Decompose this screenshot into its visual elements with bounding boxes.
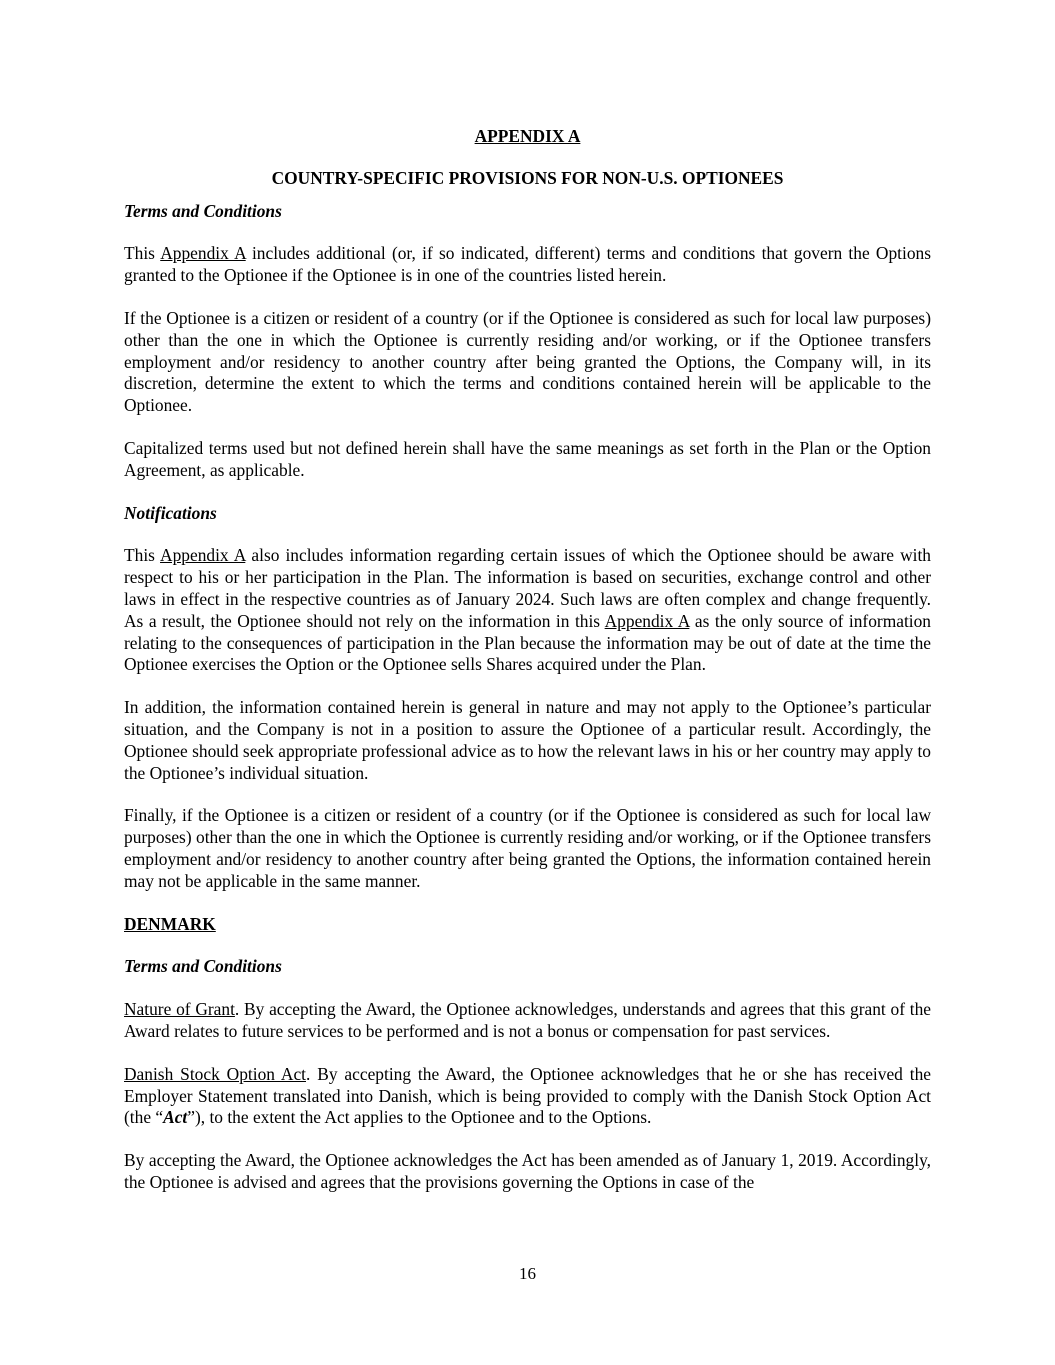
terms-heading: Terms and Conditions	[124, 200, 282, 221]
nature-of-grant-title: Nature of Grant	[124, 999, 235, 1020]
stock-option-act-paragraph	[124, 1064, 931, 1129]
terms-paragraph-2: If the Optionee is a citizen or resident of a country (or if the Optionee is considered as such for local law purposes) other than the one in which the Optionee is currently residing and/or working, or if the Optionee transfers employment and/or residency to another country after being granted the Options, the Company will, in its discretion, determine the extent to which the terms and conditions contained herein will be applicable to the Optionee.	[124, 307, 931, 416]
notif-p1-pre: This	[124, 545, 161, 566]
document-title: COUNTRY-SPECIFIC PROVISIONS FOR NON-U.S. OPTIONEES	[271, 167, 784, 188]
notifications-paragraph-1	[124, 545, 931, 676]
appendix-a-reference: Appendix A	[604, 610, 690, 631]
country-heading-denmark: DENMARK	[124, 913, 216, 934]
terms-p1-post: includes additional (or, if so indicated, different) terms and conditions that govern the Options granted to the Optionee if the Optionee is in one of the countries listed herein.	[124, 243, 931, 286]
page-number: 16	[519, 1264, 536, 1283]
document-page	[124, 124, 931, 1194]
appendix-a-reference: Appendix A	[160, 545, 246, 566]
denmark-terms-heading: Terms and Conditions	[124, 956, 282, 977]
act-defined-term: Act	[163, 1107, 188, 1128]
stock-option-act-text-post: ”), to the extent the Act applies to the Optionee and to the Options.	[187, 1107, 652, 1128]
notifications-paragraph-2: In addition, the information contained herein is general in nature and may not apply to the Optionee’s particular situation, and the Company is not in a position to assure the Optionee of a particular result. Accordingly, the Optionee should seek appropriate professional advice as to how the relevant laws in his or her country may apply to the Optionee’s individual situation.	[124, 697, 931, 783]
notif-p1-post: as the only source of information relating to the consequences of participation in the Plan because the information may be out of date at the time the Optionee exercises the Option or the Optionee sells Shares acquired under the Plan.	[124, 610, 931, 675]
nature-of-grant-paragraph	[124, 999, 931, 1043]
terms-p1-pre: This	[124, 243, 161, 264]
appendix-a-reference: Appendix A	[160, 243, 246, 264]
notif-p1-mid: also includes information regarding certain issues of which the Optionee should be aware with respect to his or her participation in the Plan. The information is based on securities, exchange control and other laws in effect in the respective countries as of January 2024. Such laws are often complex and change frequently. As a result, the Optionee should not rely on the information in this	[124, 545, 931, 631]
stock-option-act-text-pre: . By accepting the Award, the Optionee acknowledges that he or she has received the Employer Statement translated into Danish, which is being provided to comply with the Danish Stock Option Act (the “	[124, 1063, 931, 1128]
notifications-heading: Notifications	[124, 502, 217, 523]
nature-of-grant-text: . By accepting the Award, the Optionee acknowledges, understands and agrees that this grant of the Award relates to future services to be performed and is not a bonus or compensation for past services.	[124, 999, 932, 1041]
notifications-paragraph-3: Finally, if the Optionee is a citizen or resident of a country (or if the Optionee is considered as such for local law purposes) other than the one in which the Optionee is currently residing and/or working, or if the Optionee transfers employment and/or residency to another country after being granted the Options, the information contained herein may not be applicable in the same manner.	[124, 805, 931, 891]
appendix-heading: APPENDIX A	[474, 126, 581, 146]
act-amendment-paragraph: By accepting the Award, the Optionee acknowledges the Act has been amended as of January 1, 2019. Accordingly, the Optionee is advised and agrees that the provisions governing the Options in case of the	[124, 1150, 931, 1192]
terms-paragraph-1	[124, 243, 931, 287]
stock-option-act-title: Danish Stock Option Act	[124, 1063, 306, 1084]
terms-paragraph-3: Capitalized terms used but not defined herein shall have the same meanings as set forth in the Plan or the Option Agreement, as applicable.	[124, 437, 931, 480]
